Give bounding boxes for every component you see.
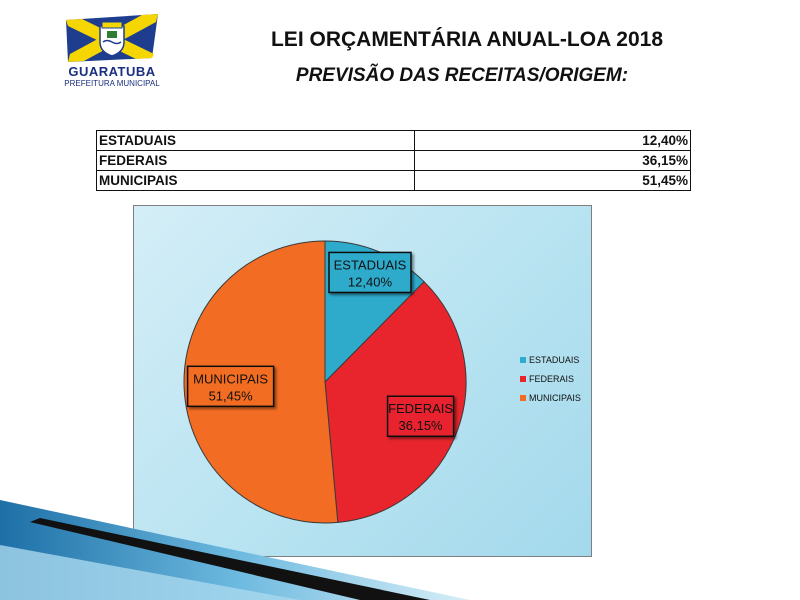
legend-label: ESTADUAIS	[529, 355, 580, 365]
legend-label: MUNICIPAIS	[529, 393, 581, 403]
logo-shield-top	[102, 22, 122, 28]
table-cell-value: 36,15%	[415, 151, 691, 171]
legend-swatch	[520, 357, 526, 363]
table-cell-label: ESTADUAIS	[97, 131, 415, 151]
logo-name: GUARATUBA	[68, 64, 156, 79]
data-label-federais	[388, 396, 454, 436]
bottom-decoration	[0, 500, 800, 600]
legend-swatch	[520, 376, 526, 382]
legend-label: FEDERAIS	[529, 374, 575, 384]
table-row	[97, 131, 691, 151]
page-title: LEI ORÇAMENTÁRIA ANUAL-LOA 2018	[270, 28, 664, 51]
legend-swatch	[520, 395, 526, 401]
data-label-value: 51,45%	[208, 388, 253, 404]
data-label-value: 12,40%	[347, 274, 393, 290]
logo-subtitle: PREFEITURA MUNICIPAL	[64, 79, 160, 88]
legend-item-estaduais	[520, 355, 579, 365]
legend-item-federais	[520, 374, 574, 384]
data-label-municipais	[188, 366, 274, 406]
summary-table	[96, 130, 691, 191]
data-label-estaduais	[329, 252, 411, 292]
table-cell-value: 51,45%	[415, 171, 691, 191]
data-label-category: FEDERAIS	[388, 401, 454, 417]
data-label-category: MUNICIPAIS	[193, 371, 269, 387]
table-row	[97, 151, 691, 171]
chart-legend	[520, 355, 581, 403]
logo-shield-green	[107, 31, 117, 38]
table-cell-label: MUNICIPAIS	[97, 171, 415, 191]
table-row	[97, 171, 691, 191]
data-label-category: ESTADUAIS	[333, 257, 407, 273]
page-subtitle: PREVISÃO DAS RECEITAS/ORIGEM:	[295, 65, 629, 86]
data-label-value: 36,15%	[398, 418, 443, 434]
legend-item-municipais	[520, 393, 581, 403]
table-cell-label: FEDERAIS	[97, 151, 415, 171]
table-cell-value: 12,40%	[415, 131, 691, 151]
